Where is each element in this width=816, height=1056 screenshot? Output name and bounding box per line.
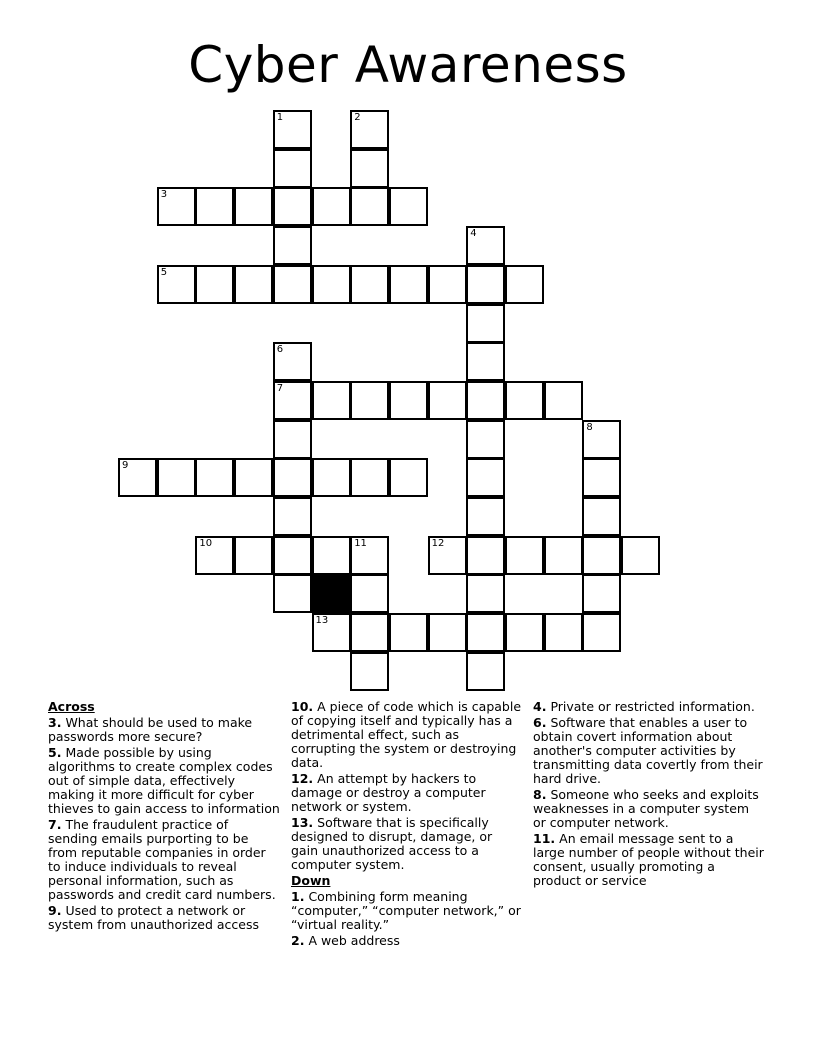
- clue-number: 4.: [533, 699, 547, 714]
- grid-cell[interactable]: [273, 536, 312, 575]
- clue-across-9: [48, 904, 280, 932]
- grid-cell[interactable]: [350, 187, 389, 226]
- clue-down-6: [533, 716, 765, 786]
- grid-cell[interactable]: [350, 149, 389, 188]
- clue-text: What should be used to make passwords more secure?: [48, 715, 253, 744]
- grid-cell[interactable]: [466, 226, 505, 265]
- across-heading: Across: [48, 699, 95, 714]
- cell-number: 12: [431, 537, 445, 549]
- grid-cell[interactable]: [389, 381, 428, 420]
- grid-cell[interactable]: [312, 187, 351, 226]
- grid-cell[interactable]: [582, 613, 621, 652]
- clue-down-1: [291, 890, 521, 932]
- clue-text: Software that is specifically designed to disrupt, damage, or gain unauthorized access to a computer system.: [291, 815, 493, 872]
- grid-cell[interactable]: [350, 536, 389, 575]
- grid-cell[interactable]: [582, 536, 621, 575]
- grid-cell[interactable]: [350, 381, 389, 420]
- clue-text: Private or restricted information.: [550, 699, 755, 714]
- grid-cell[interactable]: [195, 536, 234, 575]
- clue-text: An email message sent to a large number of people without their consent, usually promoting a product or service: [533, 831, 764, 888]
- cell-number: 3: [160, 189, 168, 201]
- page-title: Cyber Awareness: [188, 36, 628, 94]
- grid-cell[interactable]: [505, 613, 544, 652]
- clue-across-10: [291, 700, 521, 770]
- grid-cell[interactable]: [234, 458, 273, 497]
- grid-cell[interactable]: [195, 458, 234, 497]
- cell-number: 7: [276, 382, 284, 394]
- clue-number: 2.: [291, 933, 305, 948]
- grid-cell[interactable]: [582, 420, 621, 459]
- grid-cell[interactable]: [350, 652, 389, 691]
- clue-text: Made possible by using algorithms to create complex codes out of simple data, effectively making it more difficult for cyber thieves to gain access to information: [48, 745, 280, 816]
- grid-cell[interactable]: [428, 381, 467, 420]
- grid-cell[interactable]: [582, 458, 621, 497]
- clue-number: 13.: [291, 815, 314, 830]
- grid-cell[interactable]: [466, 497, 505, 536]
- clue-number: 7.: [48, 817, 62, 832]
- grid-cell[interactable]: [466, 536, 505, 575]
- clue-across-7: [48, 818, 280, 902]
- grid-cell[interactable]: [466, 381, 505, 420]
- grid-cell[interactable]: [505, 265, 544, 304]
- grid-cell[interactable]: [466, 613, 505, 652]
- clue-column-1: [48, 700, 280, 934]
- grid-cell[interactable]: [350, 574, 389, 613]
- grid-cell[interactable]: [312, 613, 351, 652]
- grid-cell[interactable]: [389, 265, 428, 304]
- grid-cell[interactable]: [389, 187, 428, 226]
- grid-cell[interactable]: [544, 613, 583, 652]
- grid-cell[interactable]: [273, 265, 312, 304]
- clue-down-2: [291, 934, 521, 948]
- clue-text: Someone who seeks and exploits weaknesses in a computer system or computer network.: [533, 787, 759, 830]
- grid-cell[interactable]: [234, 265, 273, 304]
- cell-number: 4: [470, 228, 477, 240]
- clue-number: 10.: [291, 699, 314, 714]
- grid-cell[interactable]: [312, 536, 351, 575]
- grid-cell[interactable]: [466, 652, 505, 691]
- clue-text: A piece of code which is capable of copying itself and typically has a detrimental effect, such as corrupting the system or destroying data.: [291, 699, 522, 770]
- grid-cell[interactable]: [350, 458, 389, 497]
- grid-cell[interactable]: [312, 265, 351, 304]
- clue-text: An attempt by hackers to damage or destroy a computer network or system.: [291, 771, 486, 814]
- grid-cell[interactable]: [544, 536, 583, 575]
- blocked-cell: [312, 574, 351, 613]
- grid-cell[interactable]: [273, 149, 312, 188]
- clue-number: 1.: [291, 889, 305, 904]
- cell-number: 1: [276, 112, 284, 123]
- cell-number: 13: [315, 615, 329, 627]
- clue-down-8: [533, 788, 765, 830]
- grid-cell[interactable]: [157, 265, 196, 304]
- grid-cell[interactable]: [466, 265, 505, 304]
- grid-cell[interactable]: [582, 574, 621, 613]
- grid-cell[interactable]: [312, 458, 351, 497]
- cell-number: 11: [354, 537, 367, 549]
- clue-across-3: [48, 716, 280, 744]
- clue-text: The fraudulent practice of sending emails purporting to be from reputable companies in order to induce individuals to reveal personal information, such as passwords and credit card numbers.: [48, 817, 276, 902]
- grid-cell[interactable]: [544, 381, 583, 420]
- clue-number: 8.: [533, 787, 547, 802]
- grid-cell[interactable]: [273, 187, 312, 226]
- clue-down-11: [533, 832, 765, 888]
- grid-cell[interactable]: [234, 187, 273, 226]
- clue-number: 12.: [291, 771, 314, 786]
- cell-number: 2: [354, 112, 361, 123]
- grid-cell[interactable]: [350, 110, 389, 149]
- grid-cell[interactable]: [273, 497, 312, 536]
- clue-text: Software that enables a user to obtain covert information about another's computer activities by transmitting data covertly from their hard drive.: [533, 715, 763, 786]
- clue-number: 11.: [533, 831, 556, 846]
- clue-number: 3.: [48, 715, 62, 730]
- cell-number: 6: [276, 344, 284, 356]
- grid-cell[interactable]: [466, 342, 505, 381]
- clue-number: 9.: [48, 903, 62, 918]
- grid-cell[interactable]: [273, 574, 312, 613]
- grid-cell[interactable]: [621, 536, 660, 575]
- grid-cell[interactable]: [195, 265, 234, 304]
- clue-number: 5.: [48, 745, 62, 760]
- grid-cell[interactable]: [312, 381, 351, 420]
- clue-down-4: [533, 700, 765, 714]
- clue-text: Combining form meaning “computer,” “computer network,” or “virtual reality.”: [291, 889, 521, 932]
- grid-cell[interactable]: [350, 265, 389, 304]
- grid-cell[interactable]: [582, 497, 621, 536]
- cell-number: 10: [199, 537, 213, 549]
- clue-text: A web address: [308, 933, 400, 948]
- grid-cell[interactable]: [273, 226, 312, 265]
- grid-cell[interactable]: [273, 381, 312, 420]
- grid-cell[interactable]: [428, 265, 467, 304]
- cell-number: 8: [586, 421, 593, 433]
- grid-cell[interactable]: [505, 536, 544, 575]
- cell-number: 9: [122, 460, 129, 472]
- grid-cell[interactable]: [350, 613, 389, 652]
- grid-cell[interactable]: [428, 613, 467, 652]
- down-heading: Down: [291, 873, 331, 888]
- cell-number: 5: [160, 266, 168, 278]
- grid-cell[interactable]: [118, 458, 157, 497]
- grid-cell[interactable]: [505, 381, 544, 420]
- grid-cell[interactable]: [466, 574, 505, 613]
- clue-across-12: [291, 772, 521, 814]
- grid-cell[interactable]: [389, 458, 428, 497]
- grid-cell[interactable]: [234, 536, 273, 575]
- clue-column-2: [291, 700, 521, 950]
- grid-cell[interactable]: [273, 458, 312, 497]
- grid-cell[interactable]: [273, 420, 312, 459]
- grid-cell[interactable]: [466, 458, 505, 497]
- grid-cell[interactable]: [466, 304, 505, 343]
- clue-column-3: [533, 700, 765, 890]
- grid-cell[interactable]: [428, 536, 467, 575]
- clue-number: 6.: [533, 715, 547, 730]
- clue-text: Used to protect a network or system from unauthorized access: [48, 903, 260, 932]
- grid-cell[interactable]: [273, 110, 312, 149]
- grid-cell[interactable]: [157, 187, 196, 226]
- grid-cell[interactable]: [466, 420, 505, 459]
- grid-cell[interactable]: [273, 342, 312, 381]
- grid-cell[interactable]: [389, 613, 428, 652]
- grid-cell[interactable]: [195, 187, 234, 226]
- clue-across-13: [291, 816, 521, 872]
- grid-cell[interactable]: [157, 458, 196, 497]
- clue-across-5: [48, 746, 280, 816]
